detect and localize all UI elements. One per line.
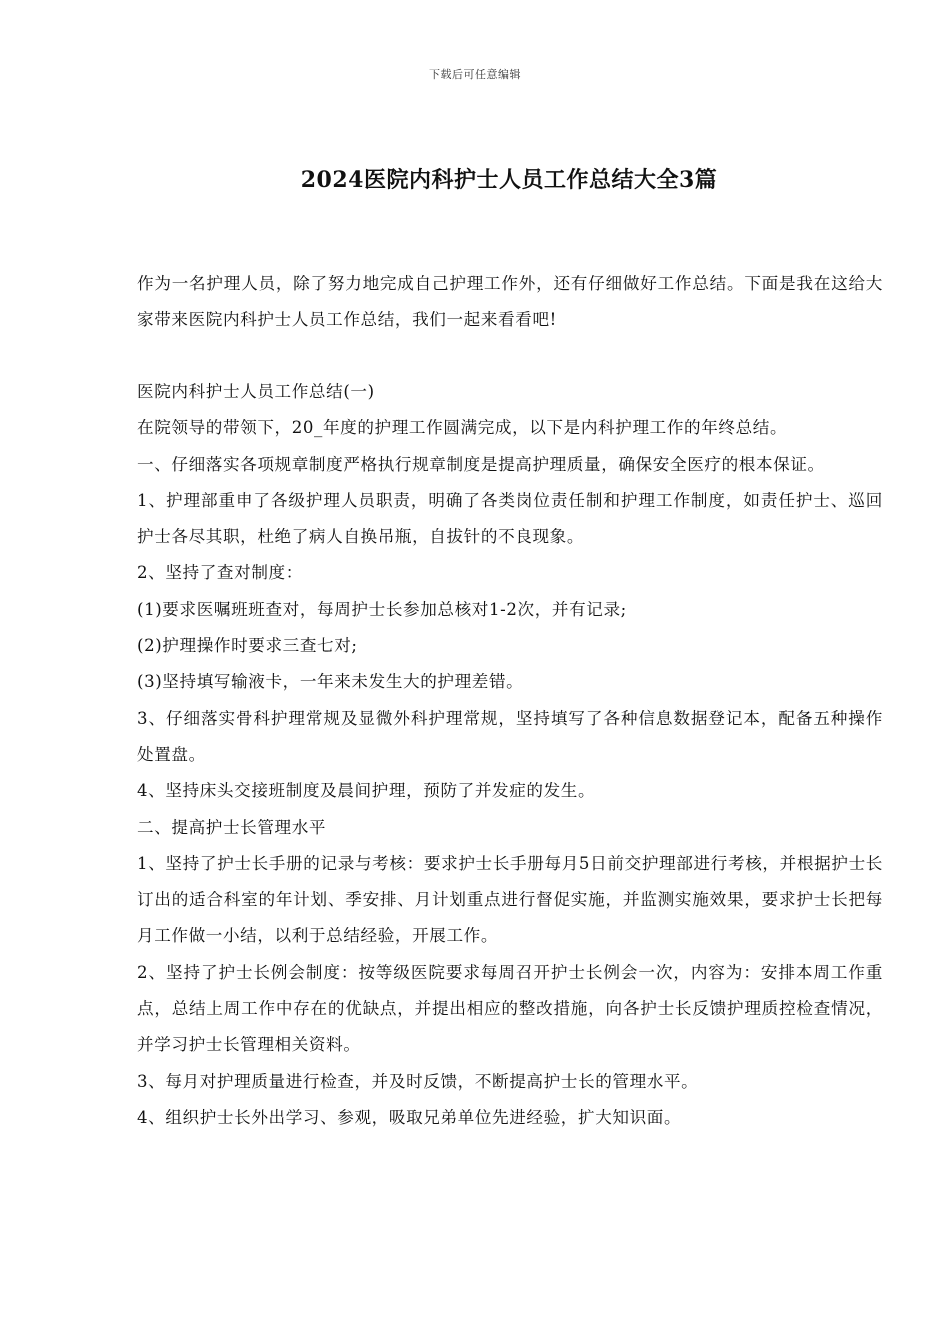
body-paragraph: 在院领导的带领下，20_年度的护理工作圆满完成，以下是内科护理工作的年终总结。 [137, 418, 788, 438]
document-title: 2024医院内科护士人员工作总结大全3篇 [300, 167, 718, 193]
intro-paragraph: 作为一名护理人员，除了努力地完成自己护理工作外，还有仔细做好工作总结。下面是我在这给大家带来医院内科护士人员工作总结，我们一起来看看吧! [137, 274, 883, 329]
section-heading: 二、提高护士长管理水平 [137, 817, 327, 837]
body-paragraph: 4、组织护士长外出学习、参观，吸取兄弟单位先进经验，扩大知识面。 [137, 1107, 682, 1127]
body-paragraph: 4、坚持床头交接班制度及晨间护理，预防了并发症的发生。 [137, 781, 596, 801]
section-heading: 一、仔细落实各项规章制度严格执行规章制度是提高护理质量，确保安全医疗的根本保证。 [137, 454, 825, 474]
body-paragraph: 2、坚持了查对制度： [137, 563, 303, 583]
list-item: (1)要求医嘱班班查对，每周护士长参加总核对1-2次，并有记录; [137, 599, 627, 619]
body-paragraphs [137, 374, 883, 1136]
body-paragraph: 1、坚持了护士长手册的记录与考核：要求护士长手册每月5日前交护理部进行考核，并根据护士长订出的适合科室的年计划、季安排、月计划重点进行督促实施，并监测实施效果，要求护士长把每月工作做一小结，以利于总结经验，开展工作。 [137, 853, 883, 946]
list-item: (2)护理操作时要求三查七对; [137, 636, 358, 656]
header-note: 下载后可任意编辑 [429, 68, 521, 81]
section-heading: 医院内科护士人员工作总结(一) [137, 382, 375, 401]
body-paragraph: 2、坚持了护士长例会制度：按等级医院要求每周召开护士长例会一次，内容为：安排本周工作重点，总结上周工作中存在的优缺点，并提出相应的整改措施，向各护士长反馈护理质控检查情况，并学习护士长管理相关资料。 [137, 962, 883, 1055]
document-body [137, 266, 883, 1136]
body-paragraph: 3、每月对护理质量进行检查，并及时反馈，不断提高护士长的管理水平。 [137, 1071, 699, 1091]
list-item: (3)坚持填写输液卡，一年来未发生大的护理差错。 [137, 672, 524, 692]
body-paragraph: 3、仔细落实骨科护理常规及显微外科护理常规，坚持填写了各种信息数据登记本，配备五种操作处置盘。 [137, 708, 883, 764]
body-paragraph: 1、护理部重申了各级护理人员职责，明确了各类岗位责任制和护理工作制度，如责任护士、巡回护士各尽其职，杜绝了病人自换吊瓶，自拔针的不良现象。 [137, 490, 883, 547]
